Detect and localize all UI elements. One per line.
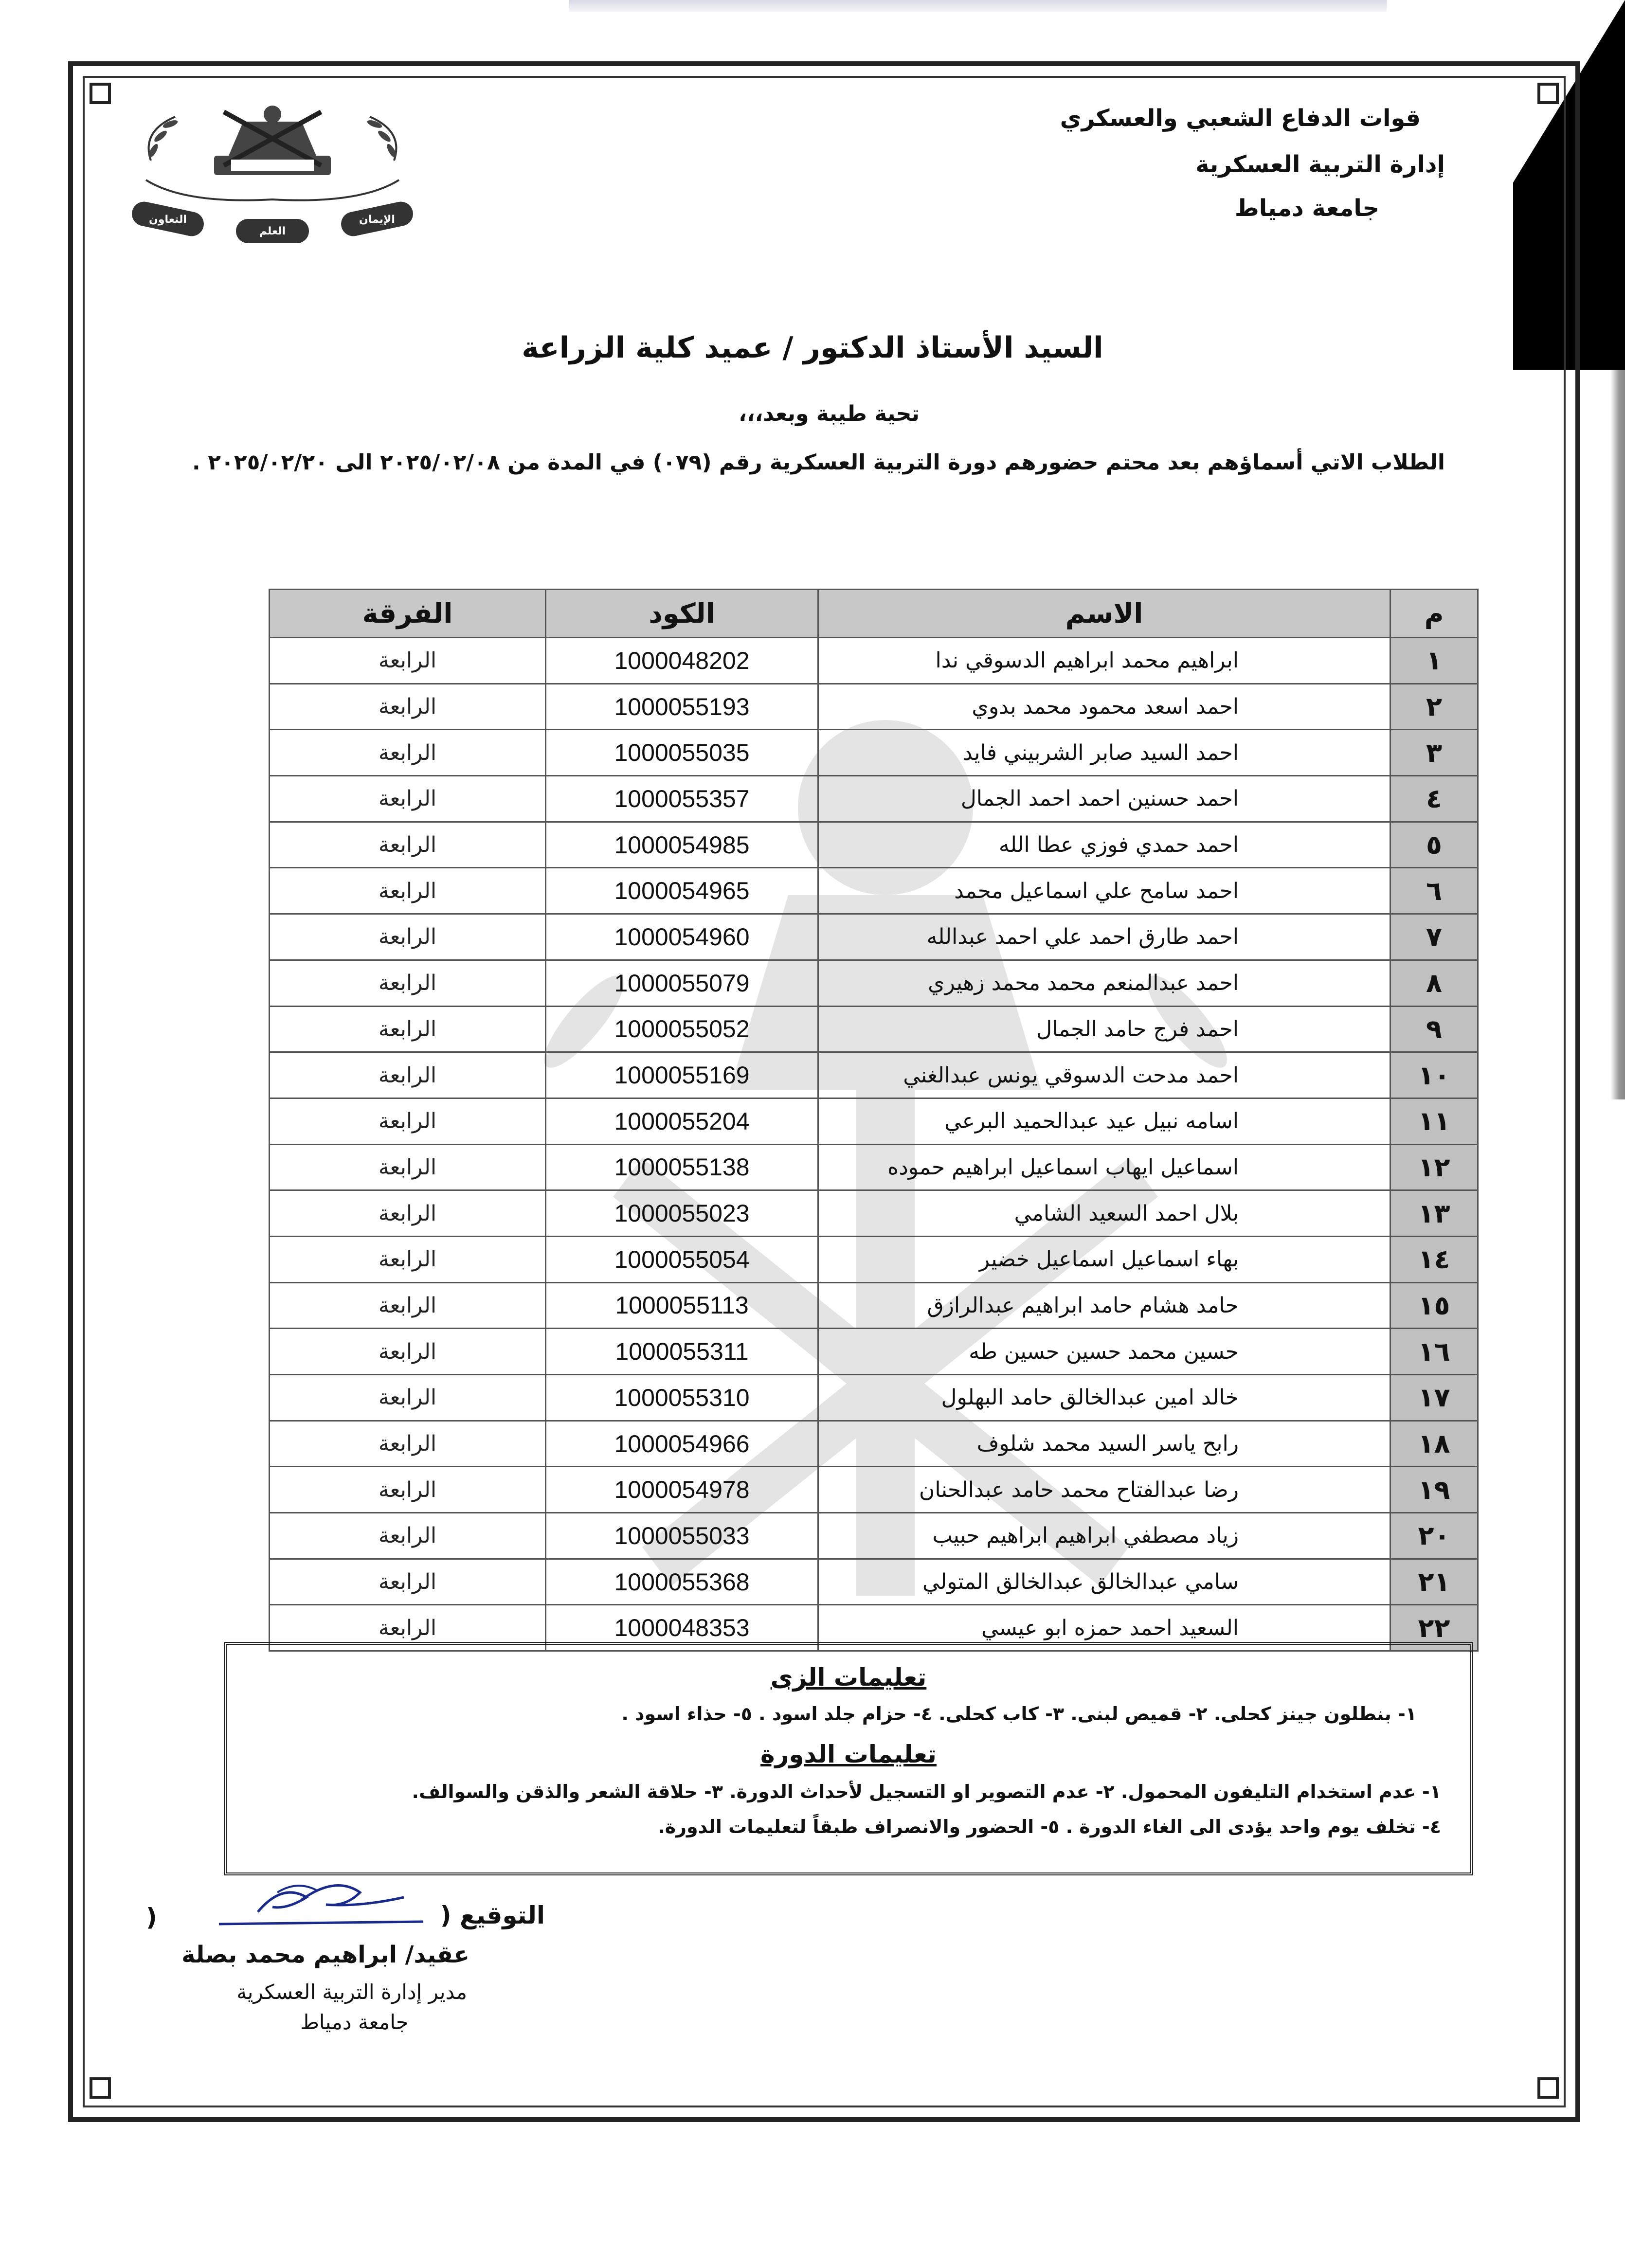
cell-year: الرابعة — [270, 1098, 546, 1144]
cell-name: اسماعيل ايهاب اسماعيل ابراهيم حموده — [818, 1144, 1390, 1190]
header-name: الاسم — [818, 590, 1390, 638]
cell-year: الرابعة — [270, 1513, 546, 1559]
table-row — [270, 1329, 1478, 1375]
cell-name: بلال احمد السعيد الشامي — [818, 1190, 1390, 1237]
cell-name: رابح ياسر السيد محمد شلوف — [818, 1421, 1390, 1467]
handwritten-signature — [199, 1878, 443, 1931]
uniform-instructions-title: تعليمات الزى — [770, 1663, 927, 1692]
cell-year: الرابعة — [270, 1375, 546, 1421]
cell-num: ٢١ — [1390, 1559, 1478, 1605]
table-row — [270, 1190, 1478, 1237]
cell-year: الرابعة — [270, 730, 546, 776]
emblem-word-1: الإيمان — [359, 214, 395, 226]
cell-name: زياد مصطفي ابراهيم ابراهيم حبيب — [818, 1513, 1390, 1559]
cell-year: الرابعة — [270, 1467, 546, 1513]
signature-close-paren: ) — [146, 1903, 157, 1931]
cell-num: ٧ — [1390, 914, 1478, 960]
signature-label: التوقيع ( — [440, 1901, 545, 1929]
cell-code: 1000054965 — [546, 868, 818, 914]
cell-name: سامي عبدالخالق عبدالخالق المتولي — [818, 1559, 1390, 1605]
cell-code: 1000055035 — [546, 730, 818, 776]
header-num: م — [1390, 590, 1478, 638]
signatory-title: مدير إدارة التربية العسكرية — [236, 1980, 467, 2004]
header-university: جامعة دمياط — [1234, 195, 1379, 222]
emblem-word-2: العلم — [259, 225, 286, 237]
cell-year: الرابعة — [270, 1329, 546, 1375]
table-row — [270, 868, 1478, 914]
cell-name: احمد حسنين احمد احمد الجمال — [818, 776, 1390, 822]
header-code: الكود — [546, 590, 818, 638]
frame-corner — [1537, 2077, 1559, 2099]
cell-year: الرابعة — [270, 960, 546, 1006]
frame-corner — [90, 83, 111, 104]
table-row — [270, 1282, 1478, 1329]
header-year: الفرقة — [270, 590, 546, 638]
cell-year: الرابعة — [270, 1052, 546, 1098]
cell-year: الرابعة — [270, 1605, 546, 1651]
cell-num: ١ — [1390, 638, 1478, 684]
table-header-row — [270, 590, 1478, 638]
scan-edge-shadow — [1610, 370, 1625, 1099]
cell-year: الرابعة — [270, 914, 546, 960]
cell-code: 1000055023 — [546, 1190, 818, 1237]
cell-year: الرابعة — [270, 1006, 546, 1052]
cell-num: ٩ — [1390, 1006, 1478, 1052]
cell-year: الرابعة — [270, 684, 546, 730]
table-row — [270, 1421, 1478, 1467]
letter-greeting: تحية طيبة وبعد،،، — [739, 401, 920, 426]
cell-name: احمد اسعد محمود محمد بدوي — [818, 684, 1390, 730]
signatory-name: عقيد/ ابراهيم محمد بصلة — [181, 1941, 469, 1968]
table-row — [270, 776, 1478, 822]
frame-corner — [90, 2077, 111, 2099]
cell-year: الرابعة — [270, 638, 546, 684]
cell-name: خالد امين عبدالخالق حامد البهلول — [818, 1375, 1390, 1421]
table-row — [270, 1467, 1478, 1513]
cell-num: ٢ — [1390, 684, 1478, 730]
table-row — [270, 1098, 1478, 1144]
cell-name: السعيد احمد حمزه ابو عيسي — [818, 1605, 1390, 1651]
letter-intro: الطلاب الاتي أسماؤهم بعد محتم حضورهم دورة التربية العسكرية رقم (٠٧٩) في المدة من ٢٠٢٥/٠٢/٠٨ الى ٢٠٢٥/٠٢/٢٠ . — [192, 450, 1445, 475]
cell-name: اسامه نبيل عيد عبدالحميد البرعي — [818, 1098, 1390, 1144]
cell-code: 1000055204 — [546, 1098, 818, 1144]
instructions-box — [224, 1642, 1473, 1875]
cell-year: الرابعة — [270, 1421, 546, 1467]
table-row — [270, 914, 1478, 960]
military-education-emblem — [122, 102, 423, 248]
cell-code: 1000054966 — [546, 1421, 818, 1467]
cell-code: 1000054978 — [546, 1467, 818, 1513]
cell-year: الرابعة — [270, 1236, 546, 1282]
cell-code: 1000055079 — [546, 960, 818, 1006]
cell-num: ١٢ — [1390, 1144, 1478, 1190]
course-instructions-line-2: ٤- تخلف يوم واحد يؤدى الى الغاء الدورة . ٥- الحضور والانصراف طبقاً لتعليمات الدورة. — [658, 1816, 1441, 1837]
cell-code: 1000048202 — [546, 638, 818, 684]
cell-num: ٨ — [1390, 960, 1478, 1006]
cell-name: احمد حمدي فوزي عطا الله — [818, 822, 1390, 868]
cell-code: 1000055311 — [546, 1329, 818, 1375]
table-row — [270, 1236, 1478, 1282]
table-row — [270, 638, 1478, 684]
cell-num: ١٣ — [1390, 1190, 1478, 1237]
cell-code: 1000054985 — [546, 822, 818, 868]
cell-code: 1000055033 — [546, 1513, 818, 1559]
cell-num: ١٥ — [1390, 1282, 1478, 1329]
table-row — [270, 1006, 1478, 1052]
cell-code: 1000055169 — [546, 1052, 818, 1098]
cell-name: احمد طارق احمد علي احمد عبدالله — [818, 914, 1390, 960]
cell-code: 1000055368 — [546, 1559, 818, 1605]
cell-year: الرابعة — [270, 776, 546, 822]
cell-num: ١٧ — [1390, 1375, 1478, 1421]
signatory-university: جامعة دمياط — [300, 2010, 409, 2034]
emblem-word-3: التعاون — [149, 214, 187, 226]
cell-num: ١٨ — [1390, 1421, 1478, 1467]
cell-num: ٢٠ — [1390, 1513, 1478, 1559]
cell-year: الرابعة — [270, 1282, 546, 1329]
cell-code: 1000055193 — [546, 684, 818, 730]
cell-year: الرابعة — [270, 1190, 546, 1237]
cell-code: 1000055113 — [546, 1282, 818, 1329]
cell-year: الرابعة — [270, 868, 546, 914]
cell-name: حامد هشام حامد ابراهيم عبدالرازق — [818, 1282, 1390, 1329]
scan-top-edge — [569, 0, 1387, 12]
cell-name: احمد فرج حامد الجمال — [818, 1006, 1390, 1052]
cell-code: 1000054960 — [546, 914, 818, 960]
cell-num: ١٠ — [1390, 1052, 1478, 1098]
cell-code: 1000055052 — [546, 1006, 818, 1052]
header-org: قوات الدفاع الشعبي والعسكري — [1060, 105, 1421, 132]
letter-addressee: السيد الأستاذ الدكتور / عميد كلية الزراعة — [522, 331, 1103, 365]
table-row — [270, 1559, 1478, 1605]
cell-code: 1000055054 — [546, 1236, 818, 1282]
table-row — [270, 960, 1478, 1006]
frame-corner — [1537, 83, 1559, 104]
cell-name: بهاء اسماعيل اسماعيل خضير — [818, 1236, 1390, 1282]
cell-year: الرابعة — [270, 1144, 546, 1190]
cell-name: احمد عبدالمنعم محمد محمد زهيري — [818, 960, 1390, 1006]
cell-year: الرابعة — [270, 822, 546, 868]
course-instructions-line-1: ١- عدم استخدام التليفون المحمول. ٢- عدم التصوير او التسجيل لأحداث الدورة. ٣- حلاقة الشعر والذقن والسوالف. — [412, 1781, 1441, 1802]
cell-num: ١٦ — [1390, 1329, 1478, 1375]
table-row — [270, 730, 1478, 776]
cell-num: ٦ — [1390, 868, 1478, 914]
cell-name: رضا عبدالفتاح محمد حامد عبدالحنان — [818, 1467, 1390, 1513]
cell-num: ٤ — [1390, 776, 1478, 822]
cell-num: ٥ — [1390, 822, 1478, 868]
cell-name: احمد مدحت الدسوقي يونس عبدالغني — [818, 1052, 1390, 1098]
cell-code: 1000048353 — [546, 1605, 818, 1651]
cell-num: ١١ — [1390, 1098, 1478, 1144]
cell-code: 1000055138 — [546, 1144, 818, 1190]
cell-name: احمد سامح علي اسماعيل محمد — [818, 868, 1390, 914]
table-row — [270, 822, 1478, 868]
cell-name: احمد السيد صابر الشربيني فايد — [818, 730, 1390, 776]
table-row — [270, 1375, 1478, 1421]
cell-num: ٣ — [1390, 730, 1478, 776]
table-row — [270, 1052, 1478, 1098]
cell-year: الرابعة — [270, 1559, 546, 1605]
students-table — [269, 589, 1479, 1652]
cell-code: 1000055357 — [546, 776, 818, 822]
cell-code: 1000055310 — [546, 1375, 818, 1421]
table-row — [270, 1144, 1478, 1190]
cell-num: ٢٢ — [1390, 1605, 1478, 1651]
course-instructions-title: تعليمات الدورة — [760, 1740, 937, 1768]
cell-num: ١٩ — [1390, 1467, 1478, 1513]
cell-name: حسين محمد حسين حسين طه — [818, 1329, 1390, 1375]
uniform-instructions-line: ١- بنطلون جينز كحلى. ٢- قميص لبنى. ٣- كاب كحلى. ٤- حزام جلد اسود . ٥- حذاء اسود . — [621, 1703, 1417, 1725]
table-row — [270, 1513, 1478, 1559]
header-department: إدارة التربية العسكرية — [1195, 151, 1445, 178]
cell-num: ١٤ — [1390, 1236, 1478, 1282]
table-row — [270, 684, 1478, 730]
cell-name: ابراهيم محمد ابراهيم الدسوقي ندا — [818, 638, 1390, 684]
